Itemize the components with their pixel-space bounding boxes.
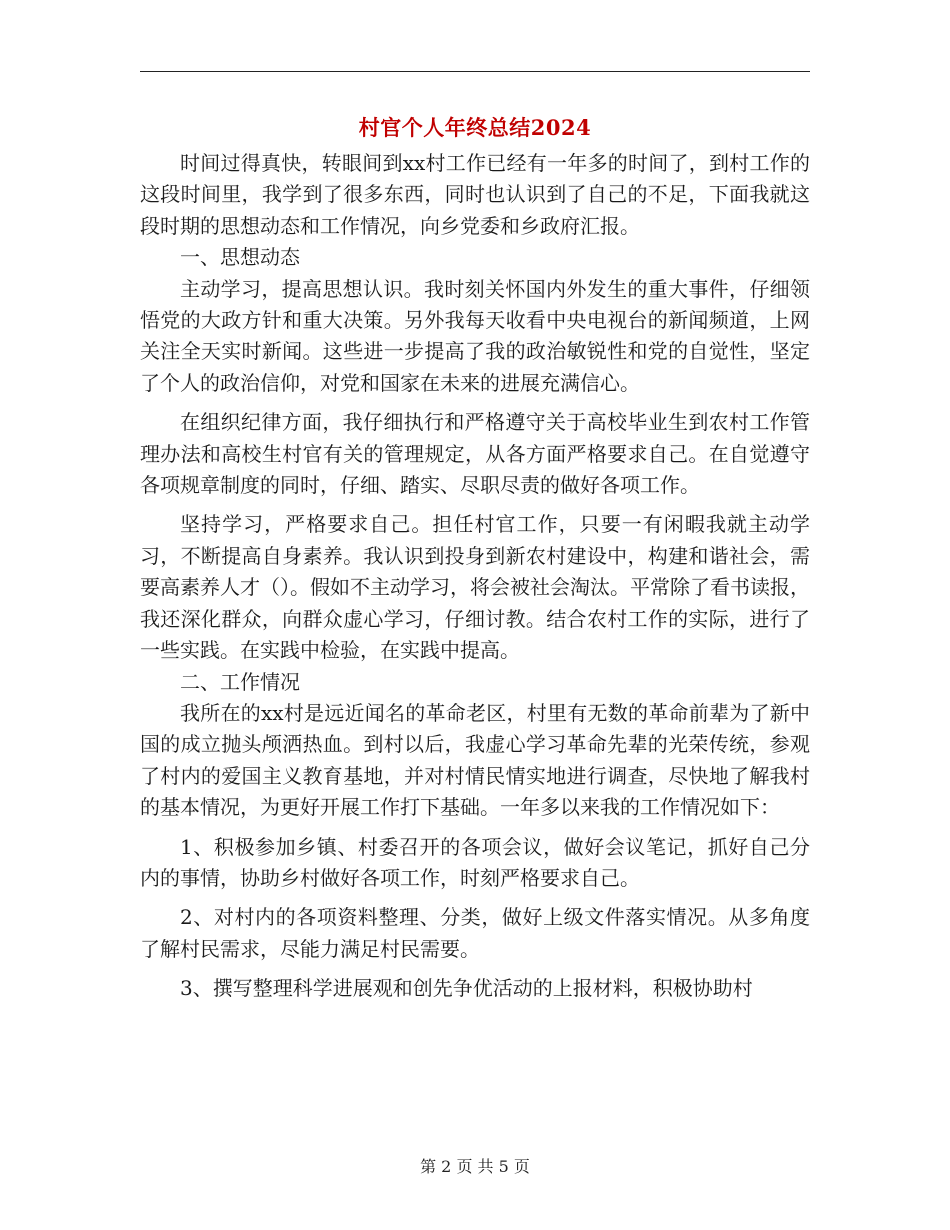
paragraph-village: 我所在的xx村是远近闻名的革命老区，村里有无数的革命前辈为了新中国的成立抛头颅洒热血。到村以后，我虚心学习革命先辈的光荣传统，参观了村内的爱国主义教育基地，并对村情民情实地进行调查，尽快地了解我村的基本情况，为更好开展工作打下基础。一年多以来我的工作情况如下： <box>140 700 810 820</box>
footer-total-pages: 5 <box>498 1157 509 1176</box>
footer-suffix: 页 <box>513 1157 530 1176</box>
page-footer <box>140 1154 810 1177</box>
paragraph-intro: 时间过得真快，转眼间到xx村工作已经有一年多的时间了，到村工作的这段时间里，我学到了很多东西，同时也认识到了自己的不足，下面我就这段时期的思想动态和工作情况，向乡党委和乡政府汇报。 <box>140 151 810 238</box>
list-item-1: 1、积极参加乡镇、村委召开的各项会议，做好会议笔记，抓好自己分内的事情，协助乡村做好各项工作，时刻严格要求自己。 <box>140 834 810 890</box>
footer-prefix: 第 <box>420 1157 437 1176</box>
section-heading-thought: 一、思想动态 <box>180 245 300 270</box>
footer-mid: 页 共 <box>456 1157 494 1176</box>
list-item-3: 3、撰写整理科学进展观和创先争优活动的上报材料，积极协助村 <box>180 976 753 1001</box>
document-body <box>140 148 810 1005</box>
paragraph-study: 主动学习，提高思想认识。我时刻关怀国内外发生的重大事件，仔细领悟党的大政方针和重大决策。另外我每天收看中央电视台的新闻频道，上网关注全天实时新闻。这些进一步提高了我的政治敏锐性和党的自觉性，坚定了个人的政治信仰，对党和国家在未来的进展充满信心。 <box>140 276 810 395</box>
section-heading-work: 二、工作情况 <box>180 669 300 694</box>
document-title: 村官个人年终总结2024 <box>358 115 592 140</box>
header-rule <box>140 71 810 72</box>
footer-page-number: 2 <box>441 1157 452 1176</box>
paragraph-discipline: 在组织纪律方面，我仔细执行和严格遵守关于高校毕业生到农村工作管理办法和高校生村官有关的管理规定，从各方面严格要求自己。在自觉遵守各项规章制度的同时，仔细、踏实、尽职尽责的做好各项工作。 <box>140 410 810 498</box>
paragraph-persist: 坚持学习，严格要求自己。担任村官工作，只要一有闲暇我就主动学习，不断提高自身素养。我认识到投身到新农村建设中，构建和谐社会，需要高素养人才（）。假如不主动学习，将会被社会淘汰。平常除了看书读报，我还深化群众，向群众虚心学习，仔细讨教。结合农村工作的实际，进行了一些实践。在实践中检验，在实践中提高。 <box>140 512 810 663</box>
list-item-2: 2、对村内的各项资料整理、分类，做好上级文件落实情况。从多角度了解村民需求，尽能力满足村民需要。 <box>140 905 810 961</box>
